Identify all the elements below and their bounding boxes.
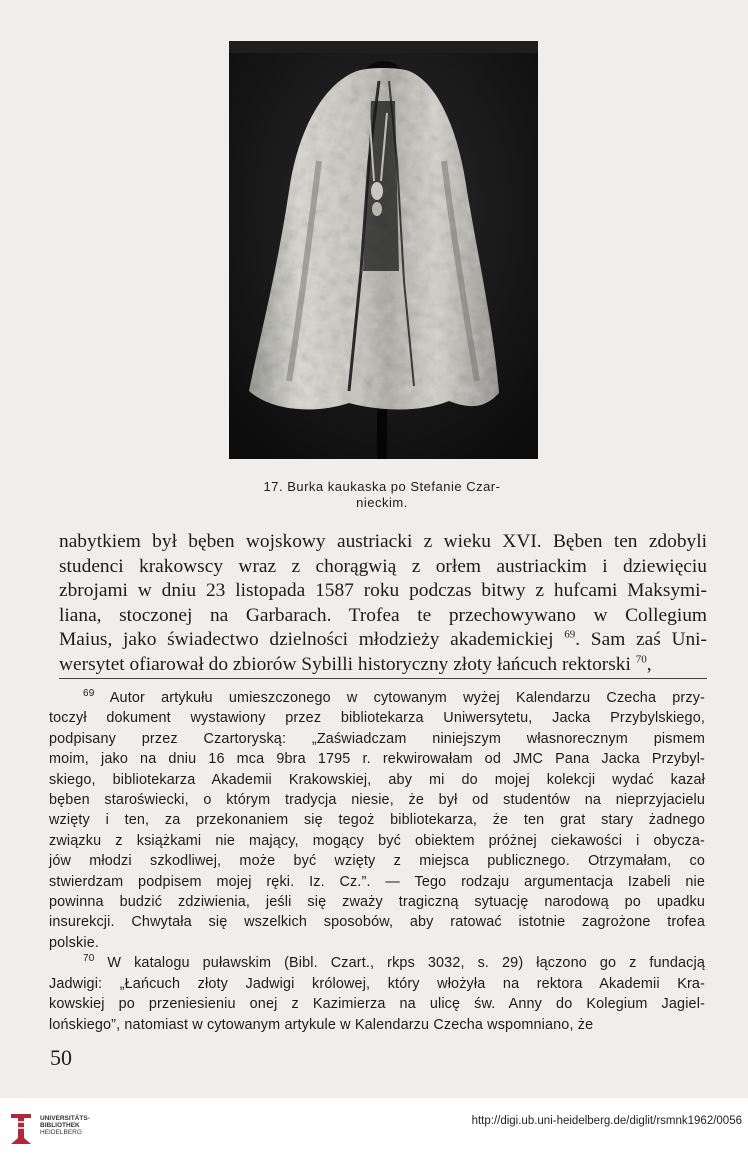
footnote-line: wzięty i ten, za przekonaniem się tegoż bibliotekarza, że ten grat stary żadnego	[49, 812, 705, 829]
footnote-70-number: 70	[83, 953, 95, 965]
footnote-line: lońskiego”, natomiast w cytowanym artykule w Kalendarzu Czecha wspomniano, że	[49, 1016, 594, 1033]
body-line: liana, stoczonej na Garbarach. Trofea te przechowywano w Collegium	[59, 604, 707, 626]
footnote-line: bęben staroświecki, o którym tradycja niesie, że był od studentów na nieprzyjacielu	[49, 792, 705, 809]
footnotes	[49, 688, 705, 1035]
body-line: zbrojami w dniu 23 listopada 1587 roku podczas bitwy z hufcami Maksymi-	[59, 580, 707, 602]
footnote-line: insurekcji. Chwytała się wszelkich sposobów, aby ratować istotnie zagrożone trofea	[49, 914, 705, 931]
footnote-line: podpisany przez Czartoryską: „Zaświadczam niniejszym własnorecznym pismem	[49, 730, 705, 747]
caption-line-1: 17. Burka kaukaska po Stefanie Czar-	[263, 479, 501, 494]
caption-line-2: nieckim.	[356, 495, 408, 510]
footnote-69-number: 69	[83, 688, 95, 700]
footnote-line: skiego, bibliotekarza Akademii Krakowskiej, aby mi do mojej kolekcji wydać kazał	[49, 771, 705, 788]
page-number: 50	[50, 1045, 72, 1070]
footnote-line: stwierdzam podpisem mojej ręki. Iz. Cz.”. — Tego rodzaju argumentacja Izabeli nie	[49, 873, 705, 890]
body-line: nabytkiem był bęben wojskowy austriacki z wieku XVI. Bęben ten zdobyli	[59, 531, 707, 552]
body-line: studenci krakowscy wraz z chorągwią z orłem austriackim i dziewięciu	[59, 555, 707, 577]
body-line-with-ref-70: wersytet ofiarował do zbiorów Sybilli historyczny złoty łańcuch rektorski $^{70}$,	[59, 653, 652, 675]
footnote-line: powinna budzić zdziwienia, jeśli się zważy tragiczną sytuację narodową po upadku	[49, 894, 705, 911]
footnote-divider	[59, 678, 707, 679]
library-name: UNIVERSITÄTS- BIBLIOTHEK HEIDELBERG	[40, 1115, 90, 1136]
footnote-line: moim, jako na dniu 16 mca 9bra 1795 r. rekwirowałam od JMC Pana Jacka Przybyl-	[49, 751, 705, 768]
footnote-ref-69[interactable]: 69	[564, 628, 576, 641]
library-logo-icon[interactable]	[7, 1112, 35, 1146]
footnote-70-line: $^{70}$ W katalogu puławskim (Bibl. Czart., rkps 3032, s. 29) łączono go z fundacją	[83, 953, 705, 972]
footnote-line: toczył dokument wystawiony przez bibliotekarza Uniwersytetu, Jacka Przybylskiego,	[49, 710, 705, 727]
footnote-ref-70[interactable]: 70	[635, 653, 647, 666]
burka-image	[229, 41, 538, 459]
figure-caption	[224, 479, 540, 511]
source-url-link[interactable]: http://digi.ub.uni-heidelberg.de/diglit/rsmnk1962/0056	[471, 1115, 742, 1127]
footnote-line: jów młodzi szkodliwej, może być wzięty z miejsca publicznego. Otrzymałam, co	[49, 853, 705, 870]
footnote-line: Jadwigi: „Łańcuch złoty Jadwigi królowej, który włożyła na rektora Akademii Kra-	[49, 975, 705, 992]
main-paragraph	[59, 530, 707, 678]
burka-photograph	[229, 41, 538, 459]
body-line-with-ref-69: Maius, jako świadectwo dzielności młodzieży akademickiej $^{69}$. Sam zaś Uni-	[59, 628, 707, 651]
footnote-line: związku z książkami nie mający, mogący być obiektem próżnej ciekawości i obycza-	[49, 832, 705, 849]
library-footer	[0, 1098, 748, 1161]
footnote-69-line: $^{69}$ Autor artykułu umieszczonego w cytowanym wyżej Kalendarzu Czecha przy-	[83, 688, 705, 706]
footnote-line: kowskiej po przeniesieniu onej z Kazimierza na ulicę św. Anny do Kolegium Jagiel-	[49, 996, 705, 1013]
footnote-line: polskie.	[49, 934, 99, 951]
